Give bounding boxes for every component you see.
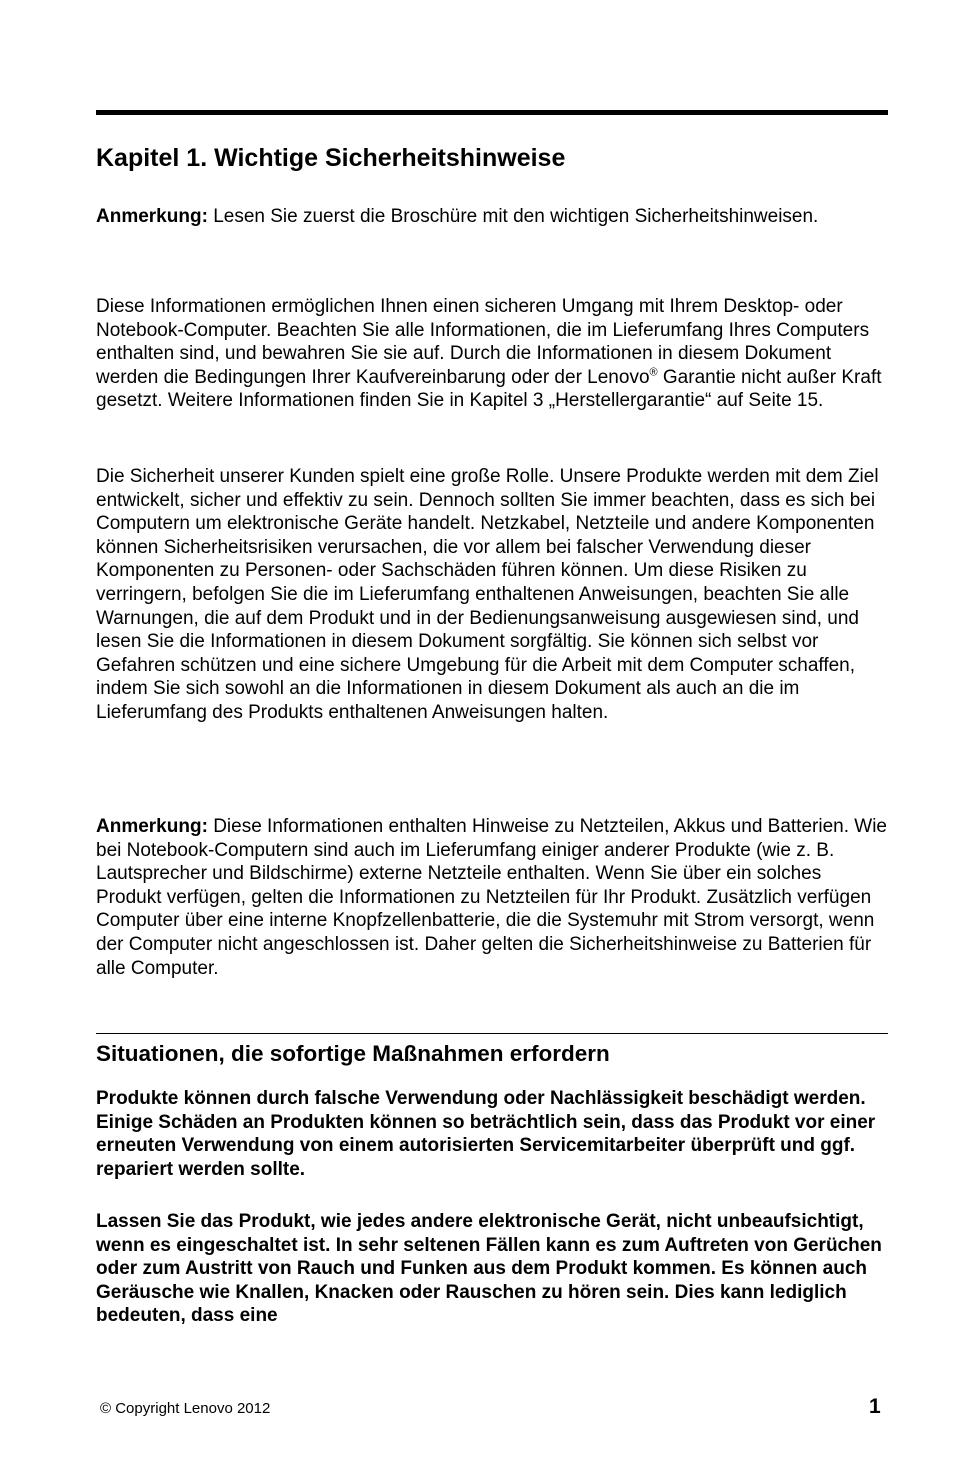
footer-copyright: © Copyright Lenovo 2012	[100, 1400, 271, 1417]
registered-mark: ®	[649, 366, 658, 379]
section-bold-paragraph-2: Lassen Sie das Produkt, wie jedes andere elektronische Gerät, nicht unbeaufsichtigt, wenn es eingeschaltet ist. In sehr seltenen Fällen kann es zum Auftreten von Gerüchen oder zum Austritt von Rauch und Funken aus dem Produkt kommen. Es können auch Geräusche wie Knallen, Knacken oder Rauschen zu hören sein. Dies kann lediglich bedeuten, dass eine	[96, 1211, 882, 1327]
section-bold-paragraph-1: Produkte können durch falsche Verwendung oder Nachlässigkeit beschädigt werden. Einige Schäden an Produkten können so beträchtlich sein, dass das Produkt vor einer erneuten Verwendung von einem autorisierten Servicemitarbeiter überprüft und ggf. repariert werden sollte.	[96, 1088, 876, 1180]
paragraph-1	[96, 295, 888, 413]
section-title: Situationen, die sofortige Maßnahmen erfordern	[96, 1041, 610, 1066]
note-1-label: Anmerkung:	[96, 206, 208, 227]
note-2-text: Diese Informationen enthalten Hinweise zu Netzteilen, Akkus und Batterien. Wie bei Notebook-Computern sind auch im Lieferumfang einiger anderer Produkte (wie z. B. Lautsprecher und Bildschirme) externe Netzteile enthalten. Wenn Sie über ein solches Produkt verfügen, gelten die Informationen zu Netzteilen für Ihr Produkt. Zusätzlich verfügen Computer über eine interne Knopfzellenbatterie, die die Systemuhr mit Strom versorgt, wenn der Computer nicht angeschlossen ist. Daher gelten die Sicherheitshinweise zu Batterien für alle Computer.	[96, 816, 887, 979]
note-1	[96, 205, 888, 229]
paragraph-2: Die Sicherheit unserer Kunden spielt eine große Rolle. Unsere Produkte werden mit dem Ziel entwickelt, sicher und effektiv zu sein. Dennoch sollten Sie immer beachten, dass es sich bei Computern um elektronische Geräte handelt. Netzkabel, Netzteile und andere Komponenten können Sicherheitsrisiken verursachen, die vor allem bei falscher Verwendung dieser Komponenten zu Personen- oder Sachschäden führen können. Um diese Risiken zu verringern, befolgen Sie die im Lieferumfang enthaltenen Anweisungen, beachten Sie alle Warnungen, die auf dem Produkt und in der Bedienungsanweisung ausgewiesen sind, und lesen Sie die Informationen in diesem Dokument sorgfältig. Sie können sich selbst vor Gefahren schützen und eine sichere Umgebung für die Arbeit mit dem Computer schaffen, indem Sie sich sowohl an die Informationen in diesem Dokument als auch an die im Lieferumfang des Produkts enthaltenen Anweisungen halten.	[96, 466, 879, 723]
top-rule	[96, 110, 888, 115]
note-2	[96, 815, 888, 980]
paragraph-1-part-a: Diese Informationen ermöglichen Ihnen einen sicheren Umgang mit Ihrem Desktop- oder Notebook-Computer. Beachten Sie alle Informationen, die im Lieferumfang Ihres Computers enthalten sind, und bewahren Sie sie auf. Durch die Informationen in diesem Dokument werden die Bedingungen Ihrer Kaufvereinbarung oder der Lenovo	[96, 296, 870, 388]
note-2-label: Anmerkung:	[96, 816, 208, 837]
note-1-text: Lesen Sie zuerst die Broschüre mit den wichtigen Sicherheitshinweisen.	[213, 206, 819, 227]
page-number: 1	[869, 1395, 881, 1418]
paragraph-1-part-b: Garantie nicht außer Kraft gesetzt. Weitere Informationen finden Sie in Kapitel 3 „Herstellergarantie“ auf Seite 15.	[96, 366, 882, 412]
chapter-title: Kapitel 1. Wichtige Sicherheitshinweise	[96, 144, 566, 172]
section-rule	[96, 1033, 888, 1034]
